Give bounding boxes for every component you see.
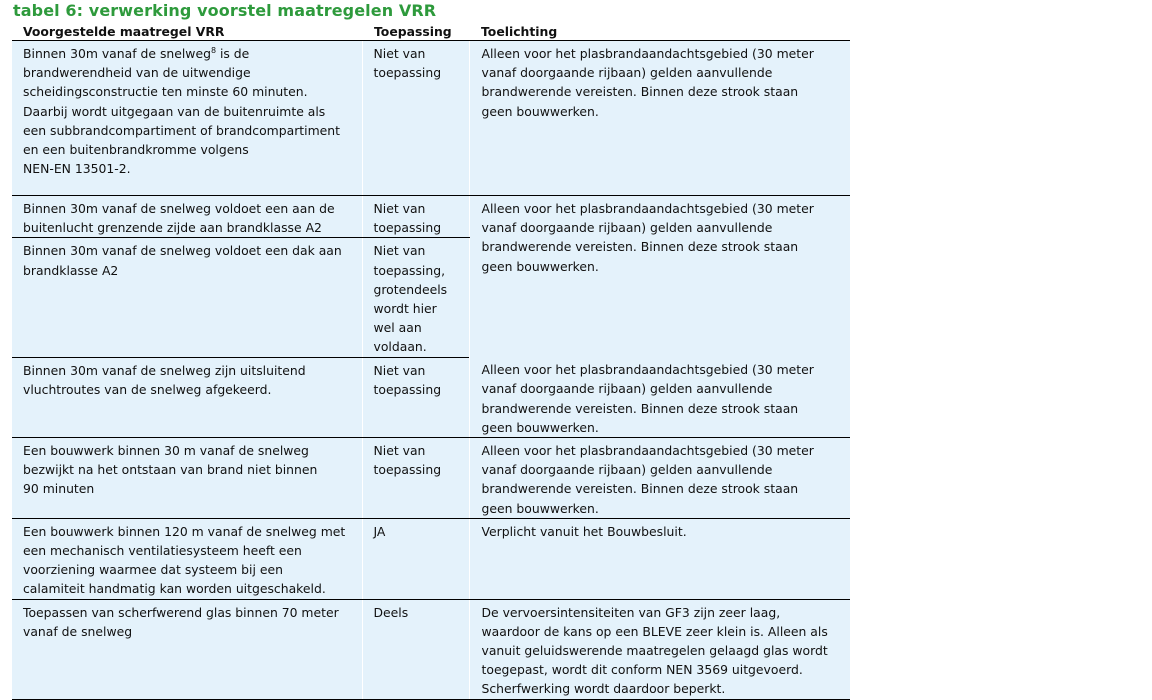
table-row bbox=[12, 357, 850, 437]
table-row bbox=[12, 599, 850, 699]
application-cell: Niet van toepassing bbox=[362, 196, 469, 238]
measures-table bbox=[12, 20, 850, 700]
application-cell: Niet van toepassing bbox=[362, 357, 469, 437]
explanation-cell: Verplicht vanuit het Bouwbesluit. bbox=[469, 518, 850, 599]
measure-cell: Binnen 30m vanaf de snelweg$^8$ is de brandwerendheid van de uitwendige scheidingsconstructie ten minste 60 minuten. Daarbij wordt uitgegaan van de buitenruimte als een subbrandcompartiment of brandcompartiment en een buitenbrandkromme volgens NEN-EN 13501-2. bbox=[12, 41, 362, 196]
application-cell: Deels bbox=[362, 599, 469, 699]
application-cell: JA bbox=[362, 518, 469, 599]
application-cell: Niet van toepassing bbox=[362, 41, 469, 196]
table-row bbox=[12, 41, 850, 196]
measure-cell: Een bouwwerk binnen 120 m vanaf de snelweg met een mechanisch ventilatiesysteem heeft een voorziening waarmee dat systeem bij een calamiteit handmatig kan worden uitgeschakeld. bbox=[12, 518, 362, 599]
table-row bbox=[12, 437, 850, 518]
explanation-cell: De vervoersintensiteiten van GF3 zijn zeer laag, waardoor de kans op een BLEVE zeer klein is. Alleen als vanuit geluidswerende maatregelen gelaagd glas wordt toegepast, wordt dit conform NEN 3569 uitgevoerd. Scherfwerking wordt daardoor beperkt. bbox=[469, 599, 850, 699]
measure-cell: Een bouwwerk binnen 30 m vanaf de snelweg bezwijkt na het ontstaan van brand niet binnen 90 minuten bbox=[12, 437, 362, 518]
application-cell: Niet van toepassing, grotendeels wordt hier wel aan voldaan. bbox=[362, 238, 469, 357]
explanation-cell: Alleen voor het plasbrandaandachtsgebied (30 meter vanaf doorgaande rijbaan) gelden aanvullende brandwerende vereisten. Binnen deze strook staan geen bouwwerken. bbox=[469, 437, 850, 518]
application-cell: Niet van toepassing bbox=[362, 437, 469, 518]
table-row bbox=[12, 518, 850, 599]
footnote-marker: 8 bbox=[210, 46, 217, 55]
explanation-cell: Alleen voor het plasbrandaandachtsgebied (30 meter vanaf doorgaande rijbaan) gelden aanvullende brandwerende vereisten. Binnen deze strook staan geen bouwwerken. bbox=[469, 357, 850, 437]
explanation-cell: Alleen voor het plasbrandaandachtsgebied (30 meter vanaf doorgaande rijbaan) gelden aanvullende brandwerende vereisten. Binnen deze strook staan geen bouwwerken. bbox=[469, 196, 850, 358]
measure-cell: Binnen 30m vanaf de snelweg zijn uitsluitend vluchtroutes van de snelweg afgekeerd. bbox=[12, 357, 362, 437]
header-explanation: Toelichting bbox=[469, 20, 850, 41]
table-title: tabel 6: verwerking voorstel maatregelen VRR bbox=[13, 1, 437, 20]
table-header-row bbox=[12, 20, 850, 41]
measure-cell: Binnen 30m vanaf de snelweg voldoet een dak aan brandklasse A2 bbox=[12, 238, 362, 357]
header-measure: Voorgestelde maatregel VRR bbox=[12, 20, 362, 41]
measure-cell: Toepassen van scherfwerend glas binnen 70 meter vanaf de snelweg bbox=[12, 599, 362, 699]
explanation-cell: Alleen voor het plasbrandaandachtsgebied (30 meter vanaf doorgaande rijbaan) gelden aanvullende brandwerende vereisten. Binnen deze strook staan geen bouwwerken. bbox=[469, 41, 850, 196]
header-application: Toepassing bbox=[362, 20, 469, 41]
table-row bbox=[12, 196, 850, 238]
measure-cell: Binnen 30m vanaf de snelweg voldoet een aan de buitenlucht grenzende zijde aan brandklasse A2 bbox=[12, 196, 362, 238]
